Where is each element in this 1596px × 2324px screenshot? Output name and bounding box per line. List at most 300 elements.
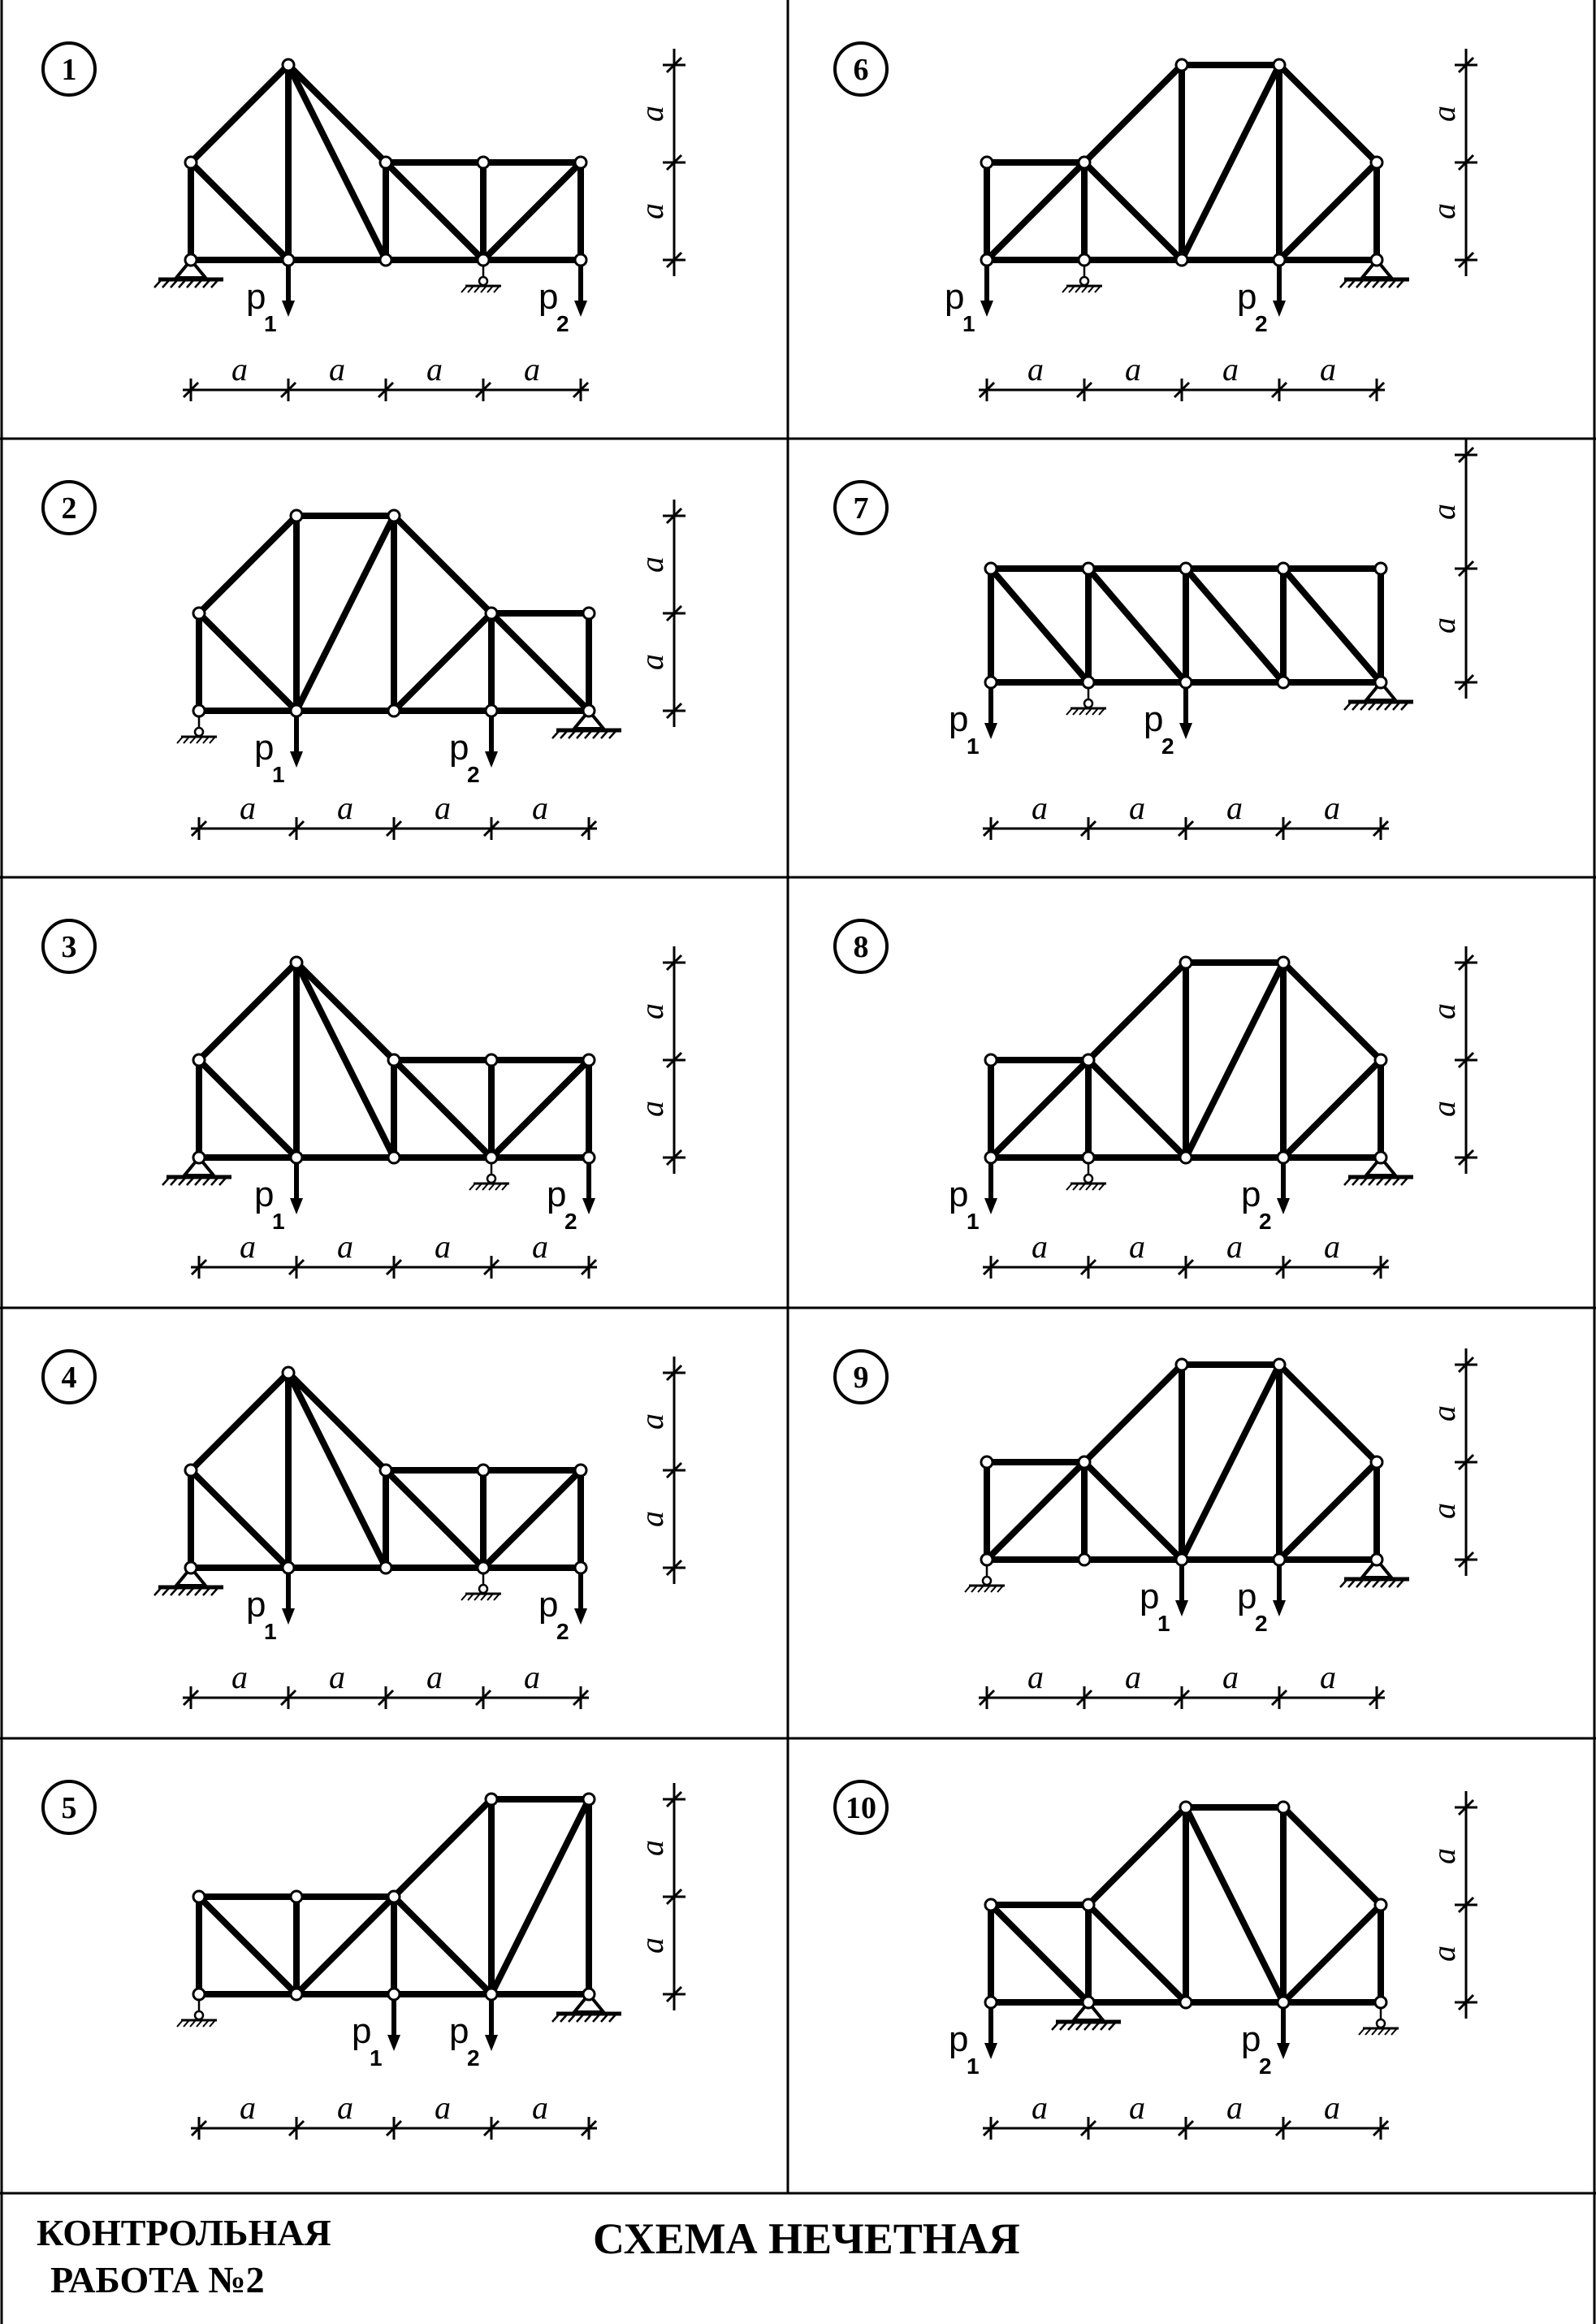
truss-bar bbox=[483, 162, 581, 260]
dimension-label: a bbox=[532, 790, 548, 826]
dimension-label: a bbox=[329, 351, 345, 387]
support-hatch bbox=[1344, 702, 1352, 710]
support-hatch bbox=[162, 1177, 170, 1185]
scheme-number-badge bbox=[43, 482, 95, 534]
scheme-number: 1 bbox=[61, 53, 77, 87]
support-hatch bbox=[461, 286, 467, 292]
dimension-label: a bbox=[1226, 1228, 1243, 1265]
truss-node bbox=[478, 1465, 489, 1476]
truss-node bbox=[1176, 1359, 1187, 1370]
truss-node bbox=[388, 705, 400, 716]
truss-bar bbox=[1279, 162, 1377, 260]
load-arrow-head bbox=[485, 751, 498, 768]
roller-hinge bbox=[195, 2011, 203, 2019]
dimension-label: a bbox=[634, 1003, 670, 1019]
truss-bar bbox=[1283, 1060, 1381, 1158]
scheme-number: 5 bbox=[61, 1791, 77, 1825]
truss-node bbox=[193, 1891, 205, 1902]
truss-node bbox=[1375, 563, 1386, 574]
truss-node bbox=[1278, 1802, 1289, 1813]
support-hatch bbox=[1066, 708, 1072, 715]
truss-node bbox=[291, 705, 302, 716]
truss-node bbox=[1278, 957, 1289, 968]
load-label: p bbox=[945, 277, 965, 317]
load-arrow-head bbox=[282, 301, 295, 317]
truss-bar bbox=[1283, 963, 1381, 1060]
support-roller-0 bbox=[1066, 687, 1106, 715]
truss-bars bbox=[991, 963, 1381, 1158]
truss-node bbox=[1180, 1997, 1192, 2008]
truss-node bbox=[981, 1456, 993, 1468]
load-label-subscript: 2 bbox=[467, 762, 480, 787]
truss-node bbox=[1079, 1554, 1090, 1565]
horizontal-dimension bbox=[983, 2089, 1389, 2140]
scheme-number: 10 bbox=[846, 1791, 876, 1825]
truss-node bbox=[1274, 59, 1285, 71]
support-hatch bbox=[154, 279, 162, 288]
support-roller-1 bbox=[469, 1162, 509, 1190]
dimension-label: a bbox=[1324, 1228, 1340, 1265]
load-label-subscript: 2 bbox=[1259, 2054, 1272, 2079]
dimension-label: a bbox=[1226, 790, 1243, 826]
scheme-panel-8 bbox=[792, 877, 1580, 1316]
truss-bar bbox=[386, 162, 483, 260]
truss-bars bbox=[987, 1365, 1377, 1560]
horizontal-dimension bbox=[983, 790, 1389, 840]
truss-node bbox=[388, 510, 400, 521]
scheme-number-badge bbox=[835, 1781, 887, 1833]
roller-hinge bbox=[479, 1585, 487, 1593]
truss-node bbox=[291, 1891, 302, 1902]
load-arrow-head bbox=[1273, 301, 1286, 317]
truss-bar bbox=[199, 1897, 296, 1994]
dimension-label: a bbox=[1027, 351, 1044, 387]
support-hatch bbox=[469, 1184, 475, 1190]
horizontal-dimension bbox=[983, 1228, 1389, 1279]
truss-node bbox=[1083, 677, 1094, 688]
horizontal-dimension bbox=[183, 1659, 589, 1709]
support-hatch bbox=[1359, 2028, 1365, 2035]
truss-node bbox=[478, 157, 489, 168]
truss-bar bbox=[296, 516, 394, 711]
load-label-subscript: 1 bbox=[264, 311, 277, 336]
truss-node bbox=[380, 157, 391, 168]
vertical-dimension bbox=[634, 500, 686, 727]
scheme-panel-4 bbox=[0, 1308, 788, 1746]
dimension-label: a bbox=[231, 1659, 248, 1695]
scheme-number: 3 bbox=[61, 930, 77, 964]
load-arrow-head bbox=[290, 751, 303, 768]
truss-node bbox=[1079, 1456, 1090, 1468]
load-label: p bbox=[1140, 1577, 1160, 1616]
support-hatch bbox=[1052, 2022, 1059, 2030]
load-arrow-head bbox=[1175, 1600, 1188, 1616]
dimension-label: a bbox=[1324, 2089, 1340, 2126]
dimension-label: a bbox=[1425, 106, 1462, 122]
load-label: p bbox=[949, 1175, 969, 1214]
scheme-number-badge bbox=[835, 920, 887, 972]
scheme-panel-5 bbox=[0, 1738, 788, 2177]
truss-node bbox=[985, 1054, 997, 1066]
truss-bar bbox=[1084, 1462, 1182, 1560]
work-title-line-2: РАБОТА №2 bbox=[50, 2259, 265, 2300]
dimension-label: a bbox=[435, 2089, 451, 2126]
support-roller-0 bbox=[177, 1999, 217, 2027]
truss-bar bbox=[491, 613, 589, 711]
scheme-number-badge bbox=[835, 482, 887, 534]
dimension-label: a bbox=[524, 351, 540, 387]
load-p2 bbox=[1237, 1564, 1286, 1636]
dimension-label: a bbox=[532, 2089, 548, 2126]
load-p2 bbox=[1241, 2007, 1290, 2079]
dimension-label: a bbox=[532, 1228, 548, 1265]
dimension-label: a bbox=[1222, 1659, 1239, 1695]
truss-bar bbox=[191, 162, 288, 260]
roller-hinge bbox=[983, 1577, 991, 1585]
truss-node bbox=[575, 1465, 586, 1476]
dimension-label: a bbox=[231, 351, 248, 387]
load-p2 bbox=[449, 716, 498, 787]
support-hatch bbox=[552, 2014, 560, 2022]
scheme-panel-2 bbox=[0, 439, 788, 877]
load-arrow-head bbox=[290, 1198, 303, 1214]
load-p1 bbox=[254, 716, 303, 787]
dimension-label: a bbox=[634, 1413, 670, 1430]
dimension-label: a bbox=[634, 1840, 670, 1856]
truss-bar bbox=[1279, 65, 1377, 162]
dimension-label: a bbox=[1324, 790, 1340, 826]
load-label-subscript: 1 bbox=[264, 1619, 277, 1644]
truss-bar bbox=[483, 1470, 581, 1568]
roller-hinge bbox=[1080, 277, 1088, 285]
truss-node bbox=[478, 254, 489, 266]
truss-node bbox=[1083, 1152, 1094, 1163]
load-label-subscript: 1 bbox=[272, 1209, 285, 1234]
load-p2 bbox=[538, 1573, 587, 1644]
truss-node bbox=[291, 1152, 302, 1163]
dimension-label: a bbox=[337, 790, 353, 826]
truss-bar bbox=[1283, 1807, 1381, 1905]
load-p2 bbox=[1144, 687, 1192, 759]
truss-bar bbox=[491, 1799, 589, 1994]
load-arrow-head bbox=[574, 1608, 587, 1625]
support-hatch bbox=[461, 1594, 467, 1600]
truss-node bbox=[486, 1054, 497, 1066]
dimension-label: a bbox=[1129, 1228, 1145, 1265]
load-arrow-head bbox=[1277, 2043, 1290, 2059]
load-arrow-head bbox=[1277, 1198, 1290, 1214]
truss-bar bbox=[199, 1060, 296, 1158]
load-arrow-head bbox=[984, 1198, 997, 1214]
dimension-label: a bbox=[1425, 617, 1462, 634]
dimension-label: a bbox=[634, 556, 670, 573]
dimension-label: a bbox=[1032, 790, 1048, 826]
truss-bar bbox=[394, 1799, 491, 1897]
truss-bar bbox=[991, 1905, 1088, 2002]
truss-bars bbox=[987, 65, 1377, 260]
scheme-number: 7 bbox=[853, 491, 869, 526]
truss-bar bbox=[1186, 569, 1283, 682]
load-label-subscript: 2 bbox=[1259, 1209, 1272, 1234]
load-arrow-head bbox=[282, 1608, 295, 1625]
load-label-subscript: 2 bbox=[556, 311, 569, 336]
scheme-title: СХЕМА НЕЧЕТНАЯ bbox=[593, 2214, 1020, 2263]
load-label: p bbox=[1241, 1175, 1261, 1214]
truss-node bbox=[283, 59, 294, 71]
vertical-dimension bbox=[1425, 946, 1477, 1174]
dimension-label: a bbox=[1425, 1848, 1462, 1864]
truss-node bbox=[486, 1989, 497, 2000]
truss-node bbox=[1375, 1997, 1386, 2008]
support-hatch bbox=[1344, 1177, 1352, 1185]
truss-bar bbox=[1279, 1365, 1377, 1462]
scheme-panel-1 bbox=[0, 0, 788, 439]
scheme-panel-10 bbox=[792, 1738, 1580, 2177]
support-roller-1 bbox=[461, 1573, 501, 1600]
dimension-label: a bbox=[435, 790, 451, 826]
truss-node bbox=[985, 677, 997, 688]
truss-bar bbox=[394, 516, 491, 613]
vertical-dimension bbox=[1425, 1348, 1477, 1576]
scheme-panel-7 bbox=[792, 439, 1580, 877]
load-arrow-head bbox=[1179, 723, 1192, 739]
truss-node bbox=[985, 1899, 997, 1911]
truss-bar bbox=[987, 162, 1084, 260]
load-p2 bbox=[547, 1162, 595, 1234]
support-roller-0 bbox=[965, 1564, 1005, 1592]
load-arrow-head bbox=[984, 723, 997, 739]
truss-node bbox=[388, 1989, 400, 2000]
dimension-label: a bbox=[1425, 203, 1462, 219]
truss-bar bbox=[1279, 1462, 1377, 1560]
truss-bar bbox=[1186, 963, 1283, 1158]
load-label-subscript: 1 bbox=[370, 2045, 383, 2071]
truss-node bbox=[283, 254, 294, 266]
truss-node bbox=[575, 157, 586, 168]
truss-node bbox=[1278, 677, 1289, 688]
load-label: p bbox=[547, 1175, 567, 1214]
truss-node bbox=[380, 254, 391, 266]
dimension-label: a bbox=[634, 1101, 670, 1117]
truss-node bbox=[1180, 677, 1192, 688]
truss-node bbox=[1180, 957, 1192, 968]
truss-bar bbox=[288, 65, 386, 162]
support-hatch bbox=[177, 2020, 183, 2027]
scheme-number-badge bbox=[43, 920, 95, 972]
truss-node bbox=[486, 705, 497, 716]
truss-node bbox=[478, 1562, 489, 1573]
roller-hinge bbox=[1084, 699, 1092, 708]
vertical-dimension bbox=[634, 946, 686, 1174]
truss-node bbox=[583, 705, 595, 716]
support-hatch bbox=[965, 1586, 971, 1592]
load-label: p bbox=[1237, 277, 1257, 317]
scheme-number-badge bbox=[43, 43, 95, 95]
load-p2 bbox=[449, 1999, 498, 2071]
load-label: p bbox=[949, 699, 969, 739]
load-label: p bbox=[1237, 1577, 1257, 1616]
truss-node bbox=[575, 1562, 586, 1573]
load-label-subscript: 1 bbox=[967, 734, 980, 759]
truss-node bbox=[1083, 1997, 1094, 2008]
truss-bar bbox=[1088, 1807, 1186, 1905]
dimension-label: a bbox=[1129, 790, 1145, 826]
scheme-number: 9 bbox=[853, 1361, 869, 1395]
horizontal-dimension bbox=[191, 790, 597, 840]
truss-bar bbox=[296, 963, 394, 1158]
truss-node bbox=[291, 957, 302, 968]
load-label: p bbox=[1144, 699, 1164, 739]
truss-bar bbox=[199, 516, 296, 613]
load-p1 bbox=[246, 265, 295, 336]
vertical-dimension bbox=[1425, 1791, 1477, 2019]
scheme-number-badge bbox=[43, 1781, 95, 1833]
dimension-label: a bbox=[240, 790, 256, 826]
truss-node bbox=[1371, 157, 1382, 168]
dimension-label: a bbox=[1425, 1101, 1462, 1117]
roller-hinge bbox=[1377, 2019, 1385, 2028]
truss-node bbox=[583, 1989, 595, 2000]
support-roller-0 bbox=[1066, 1162, 1106, 1190]
roller-hinge bbox=[195, 728, 203, 736]
scheme-number: 6 bbox=[853, 53, 869, 87]
scheme-panel-9 bbox=[792, 1308, 1580, 1746]
truss-bars bbox=[991, 1807, 1381, 2002]
truss-node bbox=[380, 1465, 391, 1476]
dimension-label: a bbox=[1027, 1659, 1044, 1695]
support-hatch bbox=[1062, 286, 1068, 292]
truss-node bbox=[283, 1562, 294, 1573]
truss-node bbox=[1176, 254, 1187, 266]
dimension-label: a bbox=[1425, 1503, 1462, 1519]
dimension-label: a bbox=[634, 1511, 670, 1527]
dimension-label: a bbox=[240, 1228, 256, 1265]
truss-node bbox=[193, 1054, 205, 1066]
dimension-label: a bbox=[1425, 504, 1462, 520]
load-p1 bbox=[246, 1573, 295, 1644]
truss-node bbox=[1079, 157, 1090, 168]
load-arrow-head bbox=[574, 301, 587, 317]
truss-bar bbox=[1088, 1905, 1186, 2002]
truss-bar bbox=[1088, 569, 1186, 682]
truss-node bbox=[291, 1989, 302, 2000]
truss-node bbox=[981, 1554, 993, 1565]
roller-hinge bbox=[1084, 1175, 1092, 1183]
load-p1 bbox=[1140, 1564, 1188, 1636]
truss-bar bbox=[288, 65, 386, 260]
support-hatch bbox=[1340, 279, 1347, 288]
dimension-label: a bbox=[426, 351, 443, 387]
load-label-subscript: 2 bbox=[1161, 734, 1174, 759]
load-label: p bbox=[949, 2019, 969, 2059]
truss-bar bbox=[1088, 963, 1186, 1060]
load-label-subscript: 1 bbox=[967, 1209, 980, 1234]
dimension-label: a bbox=[524, 1659, 540, 1695]
truss-node bbox=[193, 608, 205, 619]
truss-node bbox=[1371, 1554, 1382, 1565]
dimension-label: a bbox=[337, 2089, 353, 2126]
truss-bar bbox=[1088, 1060, 1186, 1158]
truss-node bbox=[283, 1367, 294, 1378]
load-label: p bbox=[254, 728, 275, 768]
truss-node bbox=[1083, 563, 1094, 574]
scheme-number-badge bbox=[43, 1351, 95, 1403]
dimension-label: a bbox=[1425, 1003, 1462, 1019]
truss-bar bbox=[1283, 1905, 1381, 2002]
truss-node bbox=[1375, 677, 1386, 688]
truss-node bbox=[185, 254, 197, 266]
truss-bar bbox=[987, 1462, 1084, 1560]
scheme-number-badge bbox=[835, 43, 887, 95]
dimension-label: a bbox=[634, 203, 670, 219]
truss-bar bbox=[1084, 65, 1182, 162]
truss-node bbox=[583, 608, 595, 619]
load-label-subscript: 2 bbox=[556, 1619, 569, 1644]
support-hatch bbox=[1340, 1579, 1347, 1587]
truss-node bbox=[1083, 1899, 1094, 1911]
support-hatch bbox=[552, 730, 560, 738]
scheme-number: 8 bbox=[853, 930, 869, 964]
truss-node bbox=[1079, 254, 1090, 266]
support-roller-1 bbox=[461, 265, 501, 292]
load-label: p bbox=[538, 1585, 559, 1625]
support-hatch bbox=[1066, 1184, 1072, 1190]
truss-node bbox=[388, 1054, 400, 1066]
truss-node bbox=[193, 705, 205, 716]
horizontal-dimension bbox=[191, 1228, 597, 1279]
horizontal-dimension bbox=[183, 351, 589, 401]
support-roller-0 bbox=[1062, 265, 1102, 292]
dimension-label: a bbox=[435, 1228, 451, 1265]
load-label: p bbox=[352, 2011, 372, 2051]
load-label: p bbox=[449, 728, 469, 768]
horizontal-dimension bbox=[979, 1659, 1385, 1709]
truss-node bbox=[486, 1794, 497, 1805]
dimension-label: a bbox=[1032, 1228, 1048, 1265]
truss-bar bbox=[1182, 1365, 1279, 1560]
truss-bar bbox=[288, 1373, 386, 1470]
dimension-label: a bbox=[240, 2089, 256, 2126]
load-p1 bbox=[352, 1999, 400, 2071]
truss-bar bbox=[394, 613, 491, 711]
truss-bar bbox=[199, 613, 296, 711]
dimension-label: a bbox=[1125, 351, 1141, 387]
dimension-label: a bbox=[634, 1937, 670, 1954]
load-label: p bbox=[449, 2011, 469, 2051]
truss-bar bbox=[394, 1060, 491, 1158]
load-p2 bbox=[1237, 265, 1286, 336]
truss-bar bbox=[1084, 162, 1182, 260]
truss-bar bbox=[199, 963, 296, 1060]
dimension-label: a bbox=[337, 1228, 353, 1265]
dimension-label: a bbox=[634, 106, 670, 122]
truss-bar bbox=[1186, 1807, 1283, 2002]
truss-node bbox=[1278, 1152, 1289, 1163]
truss-node bbox=[185, 1562, 197, 1573]
truss-node bbox=[1278, 563, 1289, 574]
dimension-label: a bbox=[634, 654, 670, 670]
load-label: p bbox=[246, 1585, 266, 1625]
truss-bar bbox=[991, 1060, 1088, 1158]
truss-bar bbox=[191, 1470, 288, 1568]
support-hatch bbox=[154, 1587, 162, 1595]
truss-node bbox=[981, 254, 993, 266]
load-arrow-head bbox=[485, 2035, 498, 2051]
load-label: p bbox=[1241, 2019, 1261, 2059]
truss-node bbox=[185, 157, 197, 168]
load-label: p bbox=[538, 277, 559, 317]
truss-bar bbox=[288, 1373, 386, 1568]
